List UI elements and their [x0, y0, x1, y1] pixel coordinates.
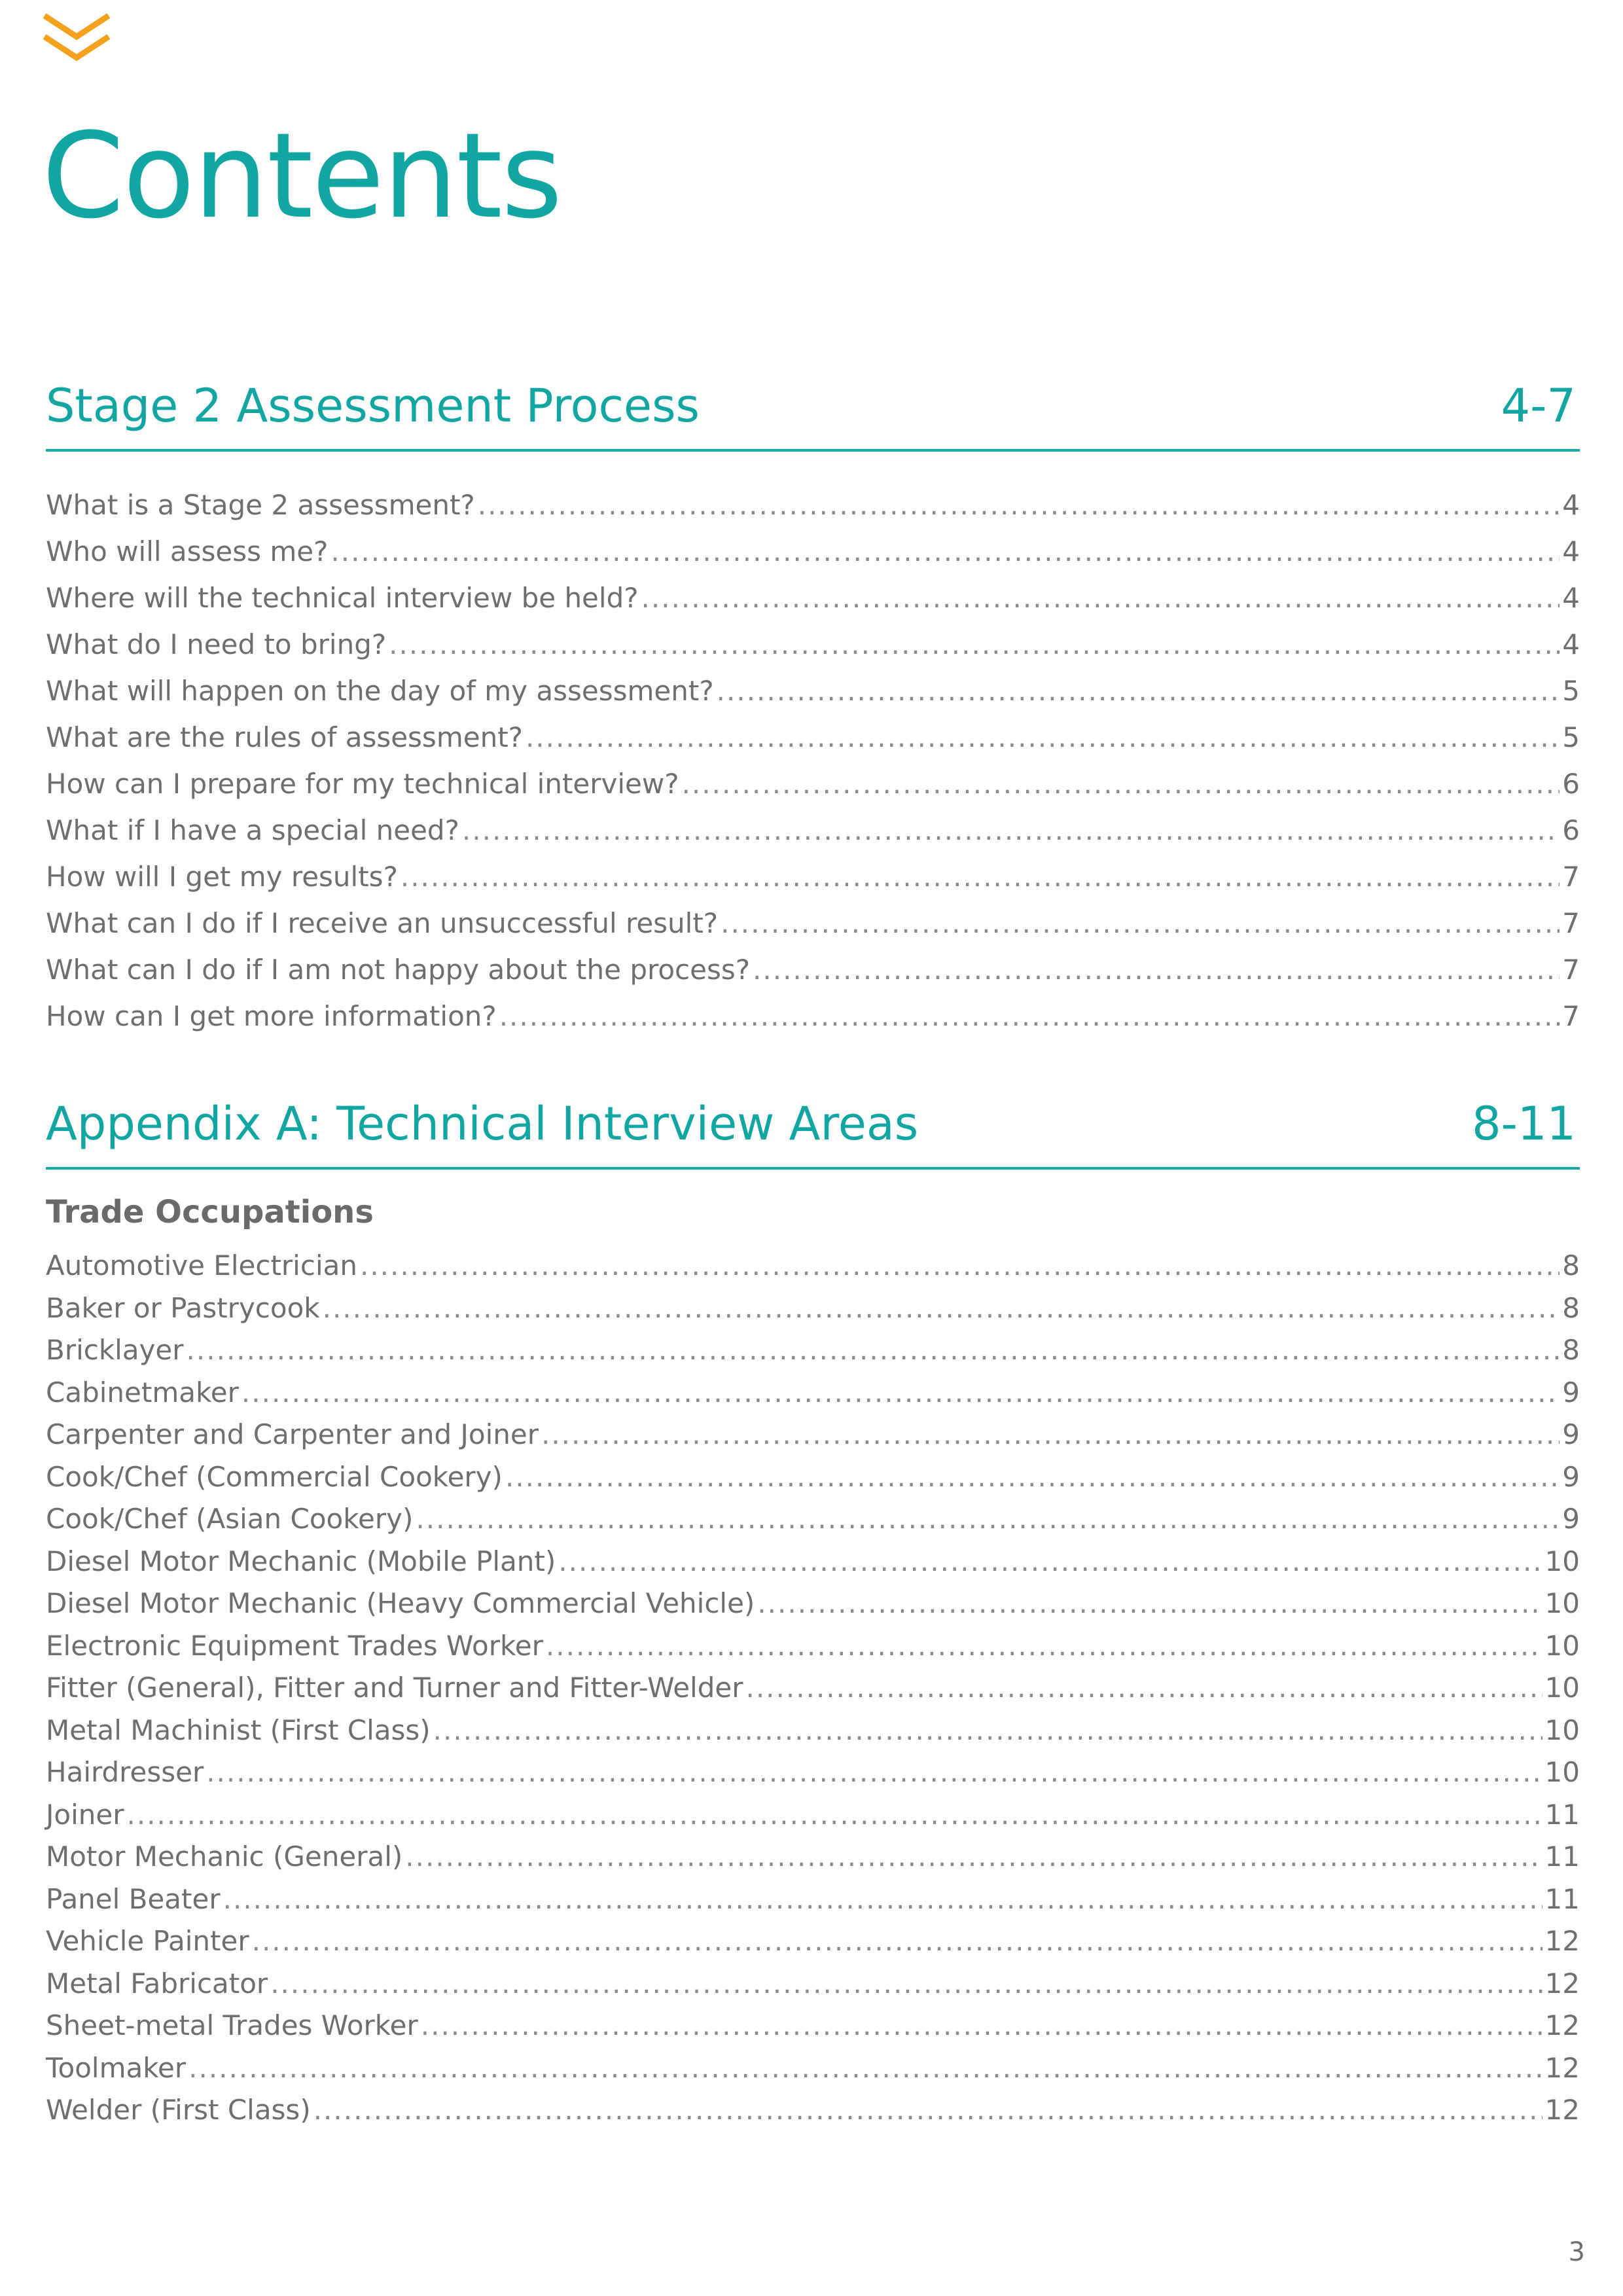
dot-leader [433, 1710, 1543, 1752]
section-appendix-a [46, 1080, 1580, 2132]
toc-entry-label: Panel Beater [46, 1882, 221, 1915]
toc-entry-label: Toolmaker [46, 2051, 187, 2084]
toc-entry-page: 9 [1562, 1418, 1580, 1450]
toc-entry[interactable] [46, 1456, 1580, 1499]
toc-entry[interactable] [46, 714, 1580, 761]
toc-entry-page: 11 [1544, 1840, 1580, 1873]
toc-entry[interactable] [46, 528, 1580, 575]
toc-entry-label: Who will assess me? [46, 535, 329, 567]
section-page-range: 8-11 [1472, 1097, 1576, 1151]
dot-leader [717, 668, 1560, 714]
dot-leader [721, 900, 1560, 946]
toc-entry-label: Diesel Motor Mechanic (Mobile Plant) [46, 1545, 556, 1577]
section-page-range: 4-7 [1501, 379, 1576, 433]
toc-entry[interactable] [46, 2005, 1580, 2047]
dot-leader [330, 528, 1560, 575]
dot-leader [323, 1287, 1560, 1330]
toc-entry-page: 6 [1562, 814, 1580, 846]
toc-entry-label: Fitter (General), Fitter and Turner and Fitter-Welder [46, 1672, 743, 1704]
dot-leader [405, 1836, 1542, 1878]
toc-entry-page: 5 [1562, 675, 1580, 707]
toc-entry-label: What do I need to bring? [46, 628, 387, 660]
toc-entry[interactable] [46, 668, 1580, 714]
toc-entry-page: 10 [1544, 1756, 1580, 1788]
dot-leader [421, 2005, 1543, 2047]
toc-entry-label: Sheet-metal Trades Worker [46, 2009, 418, 2041]
dot-leader [187, 1329, 1560, 1372]
toc-entry-page: 7 [1562, 1000, 1580, 1032]
double-chevron-down-icon [41, 12, 113, 64]
dot-leader [223, 1878, 1543, 1921]
toc-entry-label: Diesel Motor Mechanic (Heavy Commercial Vehicle) [46, 1587, 755, 1619]
toc-entry-label: How can I get more information? [46, 1000, 497, 1032]
toc-entry[interactable] [46, 1710, 1580, 1752]
toc-list [46, 482, 1580, 1039]
toc-entry-page: 4 [1562, 582, 1580, 614]
toc-entry-page: 12 [1544, 2094, 1580, 2126]
toc-entry[interactable] [46, 621, 1580, 668]
toc-entry-label: Metal Fabricator [46, 1967, 268, 2000]
toc-entry-label: What will happen on the day of my assessment? [46, 675, 714, 707]
toc-list [46, 1245, 1580, 2132]
toc-entry-page: 5 [1562, 721, 1580, 753]
toc-entry-label: Welder (First Class) [46, 2094, 311, 2126]
toc-entry-page: 10 [1544, 1713, 1580, 1746]
toc-entry[interactable] [46, 2089, 1580, 2132]
toc-entry[interactable] [46, 993, 1580, 1039]
toc-entry-page: 8 [1562, 1334, 1580, 1366]
toc-entry[interactable] [46, 1245, 1580, 1287]
dot-leader [126, 1794, 1542, 1837]
toc-entry-label: What if I have a special need? [46, 814, 459, 846]
section-stage-2-assessment [46, 363, 1580, 1039]
dot-leader [541, 1414, 1560, 1456]
section-heading [46, 1080, 1580, 1170]
subheading-trade-occupations: Trade Occupations [46, 1194, 374, 1230]
toc-entry[interactable] [46, 1414, 1580, 1456]
dot-leader [505, 1456, 1560, 1499]
toc-entry-page: 10 [1544, 1672, 1580, 1704]
toc-entry[interactable] [46, 575, 1580, 621]
page-number: 3 [1568, 2237, 1585, 2267]
dot-leader [641, 575, 1560, 621]
toc-entry-page: 9 [1562, 1503, 1580, 1535]
toc-entry-label: What can I do if I receive an unsuccessful result? [46, 907, 719, 939]
toc-entry-page: 6 [1562, 768, 1580, 800]
dot-leader [526, 714, 1560, 761]
toc-entry[interactable] [46, 1625, 1580, 1668]
toc-entry[interactable] [46, 1329, 1580, 1372]
toc-entry-page: 8 [1562, 1291, 1580, 1324]
dot-leader [462, 807, 1560, 853]
toc-entry-label: Automotive Electrician [46, 1249, 357, 1282]
dot-leader [252, 1920, 1543, 1963]
toc-entry[interactable] [46, 853, 1580, 900]
toc-entry-page: 7 [1562, 954, 1580, 986]
toc-entry-label: How can I prepare for my technical interview? [46, 768, 679, 800]
toc-entry[interactable] [46, 946, 1580, 993]
dot-leader [188, 2047, 1542, 2090]
dot-leader [478, 482, 1560, 528]
toc-entry-page: 10 [1544, 1587, 1580, 1619]
toc-entry[interactable] [46, 1287, 1580, 1330]
page-title: Contents [42, 108, 562, 245]
section-heading [46, 363, 1580, 452]
toc-entry[interactable] [46, 1963, 1580, 2005]
toc-entry-label: Cook/Chef (Commercial Cookery) [46, 1460, 503, 1493]
dot-leader [241, 1372, 1560, 1414]
toc-entry-label: Carpenter and Carpenter and Joiner [46, 1418, 539, 1450]
toc-entry-label: What are the rules of assessment? [46, 721, 523, 753]
toc-entry-page: 4 [1562, 489, 1580, 521]
toc-entry[interactable] [46, 2047, 1580, 2090]
dot-leader [745, 1667, 1542, 1710]
toc-entry-label: Bricklayer [46, 1334, 184, 1366]
toc-entry-label: What is a Stage 2 assessment? [46, 489, 475, 521]
toc-entry-label: What can I do if I am not happy about the process? [46, 954, 751, 986]
toc-entry-page: 12 [1544, 1967, 1580, 2000]
toc-entry-label: Motor Mechanic (General) [46, 1840, 403, 1873]
toc-entry-page: 10 [1544, 1545, 1580, 1577]
toc-entry-page: 9 [1562, 1376, 1580, 1408]
toc-entry[interactable] [46, 1794, 1580, 1837]
dot-leader [546, 1625, 1543, 1668]
toc-entry-label: Vehicle Painter [46, 1925, 249, 1957]
toc-entry[interactable] [46, 1878, 1580, 1921]
toc-entry-page: 9 [1562, 1460, 1580, 1493]
toc-entry-page: 12 [1544, 1925, 1580, 1957]
toc-entry[interactable] [46, 1498, 1580, 1541]
section-title[interactable]: Appendix A: Technical Interview Areas [46, 1097, 919, 1151]
dot-leader [206, 1751, 1542, 1794]
dot-leader [313, 2089, 1543, 2132]
toc-entry-page: 12 [1544, 2051, 1580, 2084]
toc-entry-label: How will I get my results? [46, 861, 398, 893]
dot-leader [416, 1498, 1560, 1541]
dot-leader [682, 761, 1560, 807]
toc-entry[interactable] [46, 1583, 1580, 1625]
dot-leader [499, 993, 1560, 1039]
section-title[interactable]: Stage 2 Assessment Process [46, 379, 700, 433]
toc-entry[interactable] [46, 1920, 1580, 1963]
toc-entry-label: Cook/Chef (Asian Cookery) [46, 1503, 414, 1535]
toc-entry[interactable] [46, 1751, 1580, 1794]
toc-entry-label: Baker or Pastrycook [46, 1291, 320, 1324]
toc-entry-page: 11 [1544, 1798, 1580, 1831]
toc-entry[interactable] [46, 1667, 1580, 1710]
toc-entry-label: Joiner [46, 1798, 124, 1831]
toc-entry-label: Metal Machinist (First Class) [46, 1713, 431, 1746]
toc-entry[interactable] [46, 900, 1580, 946]
dot-leader [558, 1541, 1542, 1583]
dot-leader [401, 853, 1560, 900]
toc-entry-page: 4 [1562, 535, 1580, 567]
toc-entry-page: 7 [1562, 907, 1580, 939]
toc-entry-page: 12 [1544, 2009, 1580, 2041]
toc-entry-page: 8 [1562, 1249, 1580, 1282]
dot-leader [753, 946, 1560, 993]
toc-entry[interactable] [46, 1541, 1580, 1583]
toc-entry-label: Hairdresser [46, 1756, 204, 1788]
toc-entry-page: 7 [1562, 861, 1580, 893]
toc-entry-page: 4 [1562, 628, 1580, 660]
toc-entry[interactable] [46, 761, 1580, 807]
toc-entry-label: Electronic Equipment Trades Worker [46, 1629, 543, 1662]
toc-entry-page: 10 [1544, 1629, 1580, 1662]
dot-leader [389, 621, 1560, 668]
toc-entry[interactable] [46, 482, 1580, 528]
toc-entry-page: 11 [1544, 1882, 1580, 1915]
toc-entry[interactable] [46, 1836, 1580, 1878]
dot-leader [360, 1245, 1560, 1287]
toc-entry[interactable] [46, 1372, 1580, 1414]
toc-entry[interactable] [46, 807, 1580, 853]
dot-leader [757, 1583, 1542, 1625]
dot-leader [270, 1963, 1542, 2005]
toc-entry-label: Where will the technical interview be held? [46, 582, 639, 614]
toc-entry-label: Cabinetmaker [46, 1376, 239, 1408]
